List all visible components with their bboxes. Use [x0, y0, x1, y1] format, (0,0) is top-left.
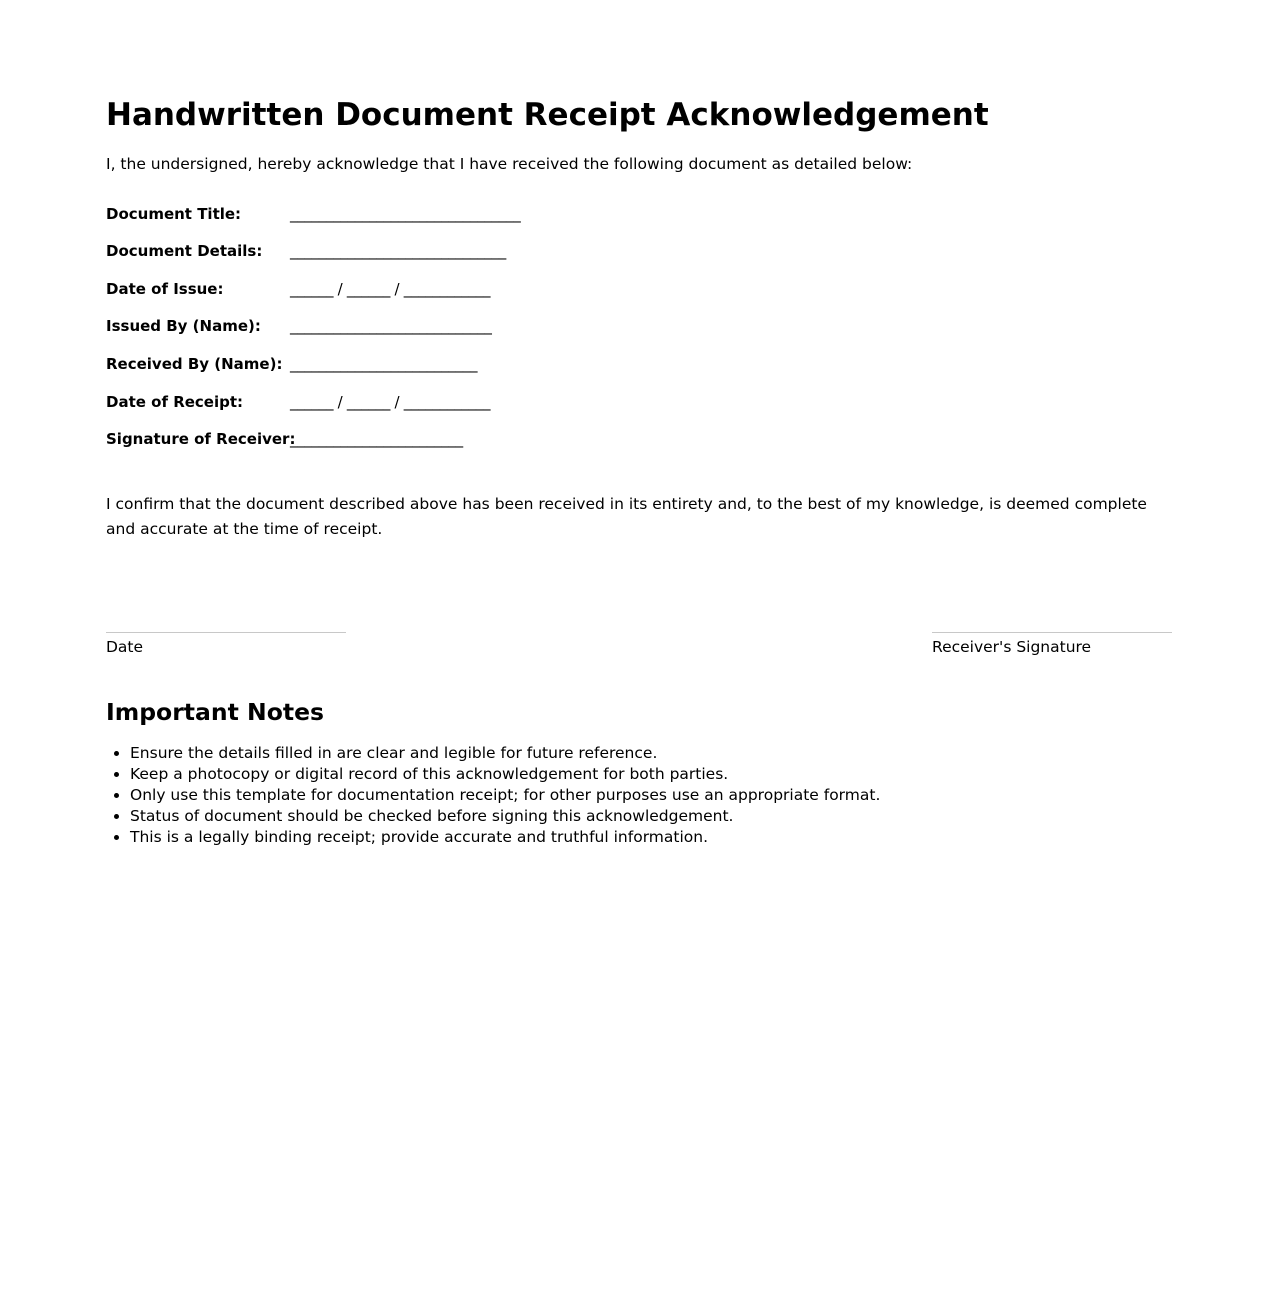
notes-list [106, 743, 880, 848]
field-blank-line: ________________________ [290, 430, 463, 448]
field-signature-of-receiver [106, 428, 806, 450]
note-item: • This is a legally binding receipt; provide accurate and truthful information. [130, 827, 880, 848]
field-date-of-receipt [106, 391, 806, 413]
field-label: Document Details: [106, 242, 263, 260]
date-signature-block [106, 632, 346, 658]
receiver-signature-label: Receiver's Signature [932, 638, 1092, 656]
notes-heading: Important Notes [106, 698, 324, 726]
field-received-by [106, 353, 806, 375]
field-date-of-issue [106, 278, 806, 300]
field-label: Signature of Receiver: [106, 430, 296, 448]
field-blank-line: ______ / ______ / ____________ [290, 393, 491, 411]
intro-text: I, the undersigned, hereby acknowledge that I have received the following document as detailed below: [106, 155, 913, 173]
field-issued-by [106, 315, 806, 337]
receiver-signature-line [932, 632, 1172, 633]
page-title: Handwritten Document Receipt Acknowledgement [106, 97, 989, 133]
field-label: Date of Receipt: [106, 393, 244, 411]
date-signature-label: Date [106, 638, 144, 656]
field-label: Received By (Name): [106, 355, 283, 373]
field-blank-line: ________________________________ [290, 205, 521, 223]
field-label: Document Title: [106, 205, 242, 223]
note-item: • Only use this template for documentation receipt; for other purposes use an appropriate format. [130, 785, 880, 806]
date-signature-line [106, 632, 346, 633]
field-label: Issued By (Name): [106, 317, 261, 335]
field-document-details [106, 240, 806, 262]
note-item: • Status of document should be checked before signing this acknowledgement. [130, 806, 880, 827]
field-blank-line: ______________________________ [290, 242, 507, 260]
note-item: • Keep a photocopy or digital record of this acknowledgement for both parties. [130, 764, 880, 785]
field-document-title [106, 203, 806, 225]
field-label: Date of Issue: [106, 280, 224, 298]
receiver-signature-block [932, 632, 1172, 658]
confirmation-statement: I confirm that the document described above has been received in its entirety and, to the best of my knowledge, is deemed complete and accurate at the time of receipt. [106, 495, 1147, 538]
note-item: • Ensure the details filled in are clear and legible for future reference. [130, 743, 880, 764]
field-blank-line: ______ / ______ / ____________ [290, 280, 491, 298]
field-blank-line: ____________________________ [290, 317, 492, 335]
field-blank-line: __________________________ [290, 355, 478, 373]
